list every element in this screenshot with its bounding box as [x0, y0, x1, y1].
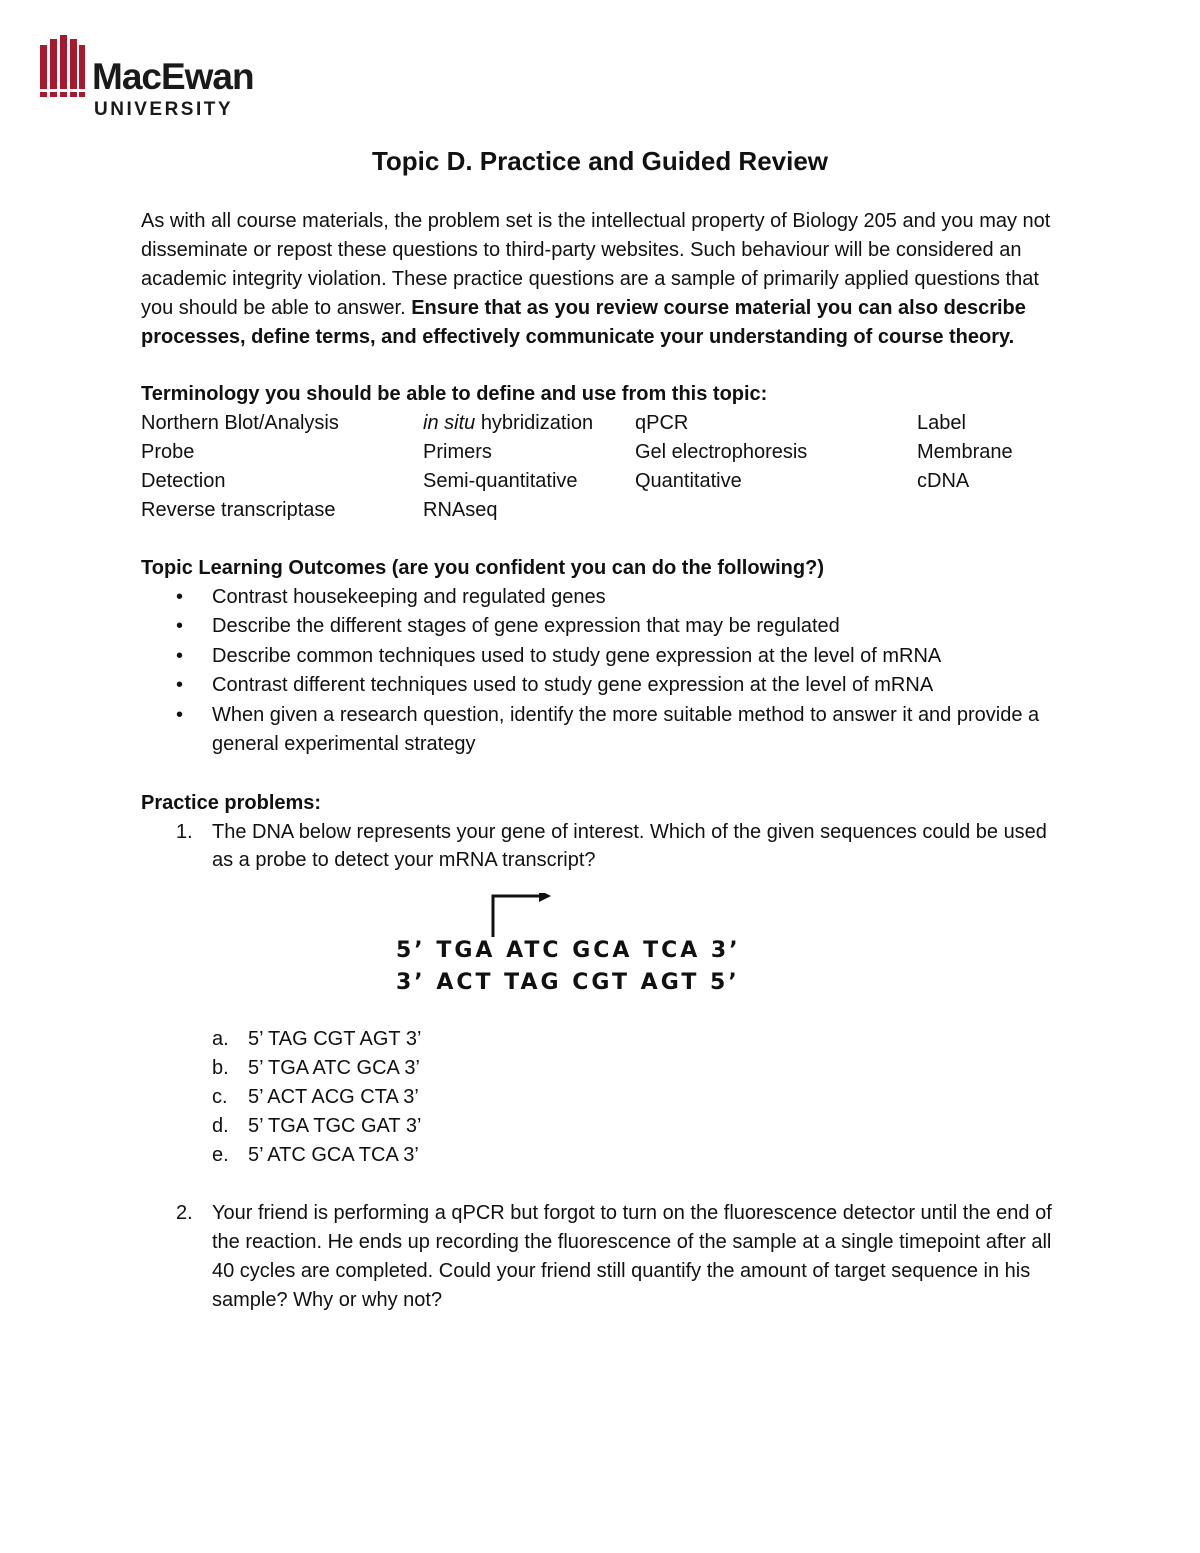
dna-top-strand: 5’ TGA ATC GCA TCA 3’ [396, 938, 741, 964]
term-italic-prefix: in situ [423, 412, 476, 435]
practice-heading: Practice problems: [141, 791, 322, 814]
outcomes-list [141, 583, 1071, 760]
term: Northern Blot/Analysis [141, 412, 339, 435]
terminology-heading: Terminology you should be able to define and use from this topic: [141, 383, 768, 406]
list-item: • Describe common techniques used to study gene expression at the level of mRNA [141, 642, 1071, 672]
term: Label [917, 412, 966, 435]
term: cDNA [917, 470, 970, 493]
answer-option: a. 5’ TAG CGT AGT 3’ [141, 1025, 1071, 1054]
dna-figure [141, 875, 1071, 1025]
term: Gel electrophoresis [635, 441, 808, 464]
intro-bold-text: Ensure that as you review course material you can also describe processes, define terms, and effectively communicate your understanding of course theory. [141, 296, 1026, 348]
practice-list-continued [141, 1199, 1071, 1315]
question-text: The DNA below represents your gene of interest. Which of the given sequences could be used as a probe to detect your mRNA transcript? [212, 820, 1047, 872]
option-letter: a. [212, 1028, 229, 1051]
dna-bottom-strand: 3’ ACT TAG CGT AGT 5’ [396, 970, 740, 996]
answer-option: e. 5’ ATC GCA TCA 3’ [141, 1141, 1071, 1170]
page-title: Topic D. Practice and Guided Review [371, 146, 829, 176]
list-item: • Describe the different stages of gene expression that may be regulated [141, 612, 1071, 642]
answer-option: b. 5’ TGA ATC GCA 3’ [141, 1054, 1071, 1083]
macewan-logo-mark-icon [38, 33, 86, 103]
term: qPCR [635, 412, 689, 435]
option-letter: d. [212, 1115, 229, 1138]
term: in situ hybridization [423, 412, 594, 435]
question-number: 2. [176, 1201, 193, 1224]
option-letter: c. [212, 1086, 228, 1109]
term: Primers [423, 441, 492, 464]
question-2 [141, 1199, 1071, 1315]
term: RNAseq [423, 499, 498, 522]
term: Reverse transcriptase [141, 499, 336, 522]
term: Detection [141, 470, 226, 493]
bullet-icon: • [176, 615, 184, 638]
bullet-icon: • [176, 585, 184, 608]
logo-subtitle: UNIVERSITY [94, 99, 234, 120]
term: Membrane [917, 441, 1013, 464]
term: Quantitative [635, 470, 742, 493]
answer-option: c. 5’ ACT ACG CTA 3’ [141, 1083, 1071, 1112]
logo-name: MacEwan [92, 56, 254, 97]
term: Probe [141, 441, 195, 464]
document-body [141, 207, 1071, 1314]
terminology-grid [141, 409, 1071, 525]
practice-list [141, 818, 1071, 876]
term [917, 496, 1071, 525]
option-letter: b. [212, 1057, 229, 1080]
transcription-start-arrow-icon [491, 893, 553, 937]
list-item: • When given a research question, identify the more suitable method to answer it and provide a general experimental strategy [141, 701, 1071, 760]
question-1 [141, 818, 1071, 876]
term [635, 496, 917, 525]
bullet-icon: • [176, 644, 184, 667]
intro-paragraph [141, 207, 1071, 352]
bullet-icon: • [176, 703, 184, 726]
macewan-logo [38, 33, 278, 123]
outcomes-heading: Topic Learning Outcomes (are you confident you can do the following?) [141, 556, 824, 579]
question-number: 1. [176, 820, 193, 843]
list-item: • Contrast housekeeping and regulated genes [141, 583, 1071, 613]
answer-options [141, 1025, 1071, 1170]
answer-option: d. 5’ TGA TGC GAT 3’ [141, 1112, 1071, 1141]
term: Semi-quantitative [423, 470, 578, 493]
question-text: Your friend is performing a qPCR but forgot to turn on the fluorescence detector until the end of the reaction. He ends up recording the fluorescence of the sample at a single timepoint after all 40 cycles are completed. Could your friend still quantify the amount of target sequence in his sample? Why or why not? [212, 1201, 1052, 1311]
bullet-icon: • [176, 674, 184, 697]
intro-text: As with all course materials, the problem set is the intellectual property of Biology 205 and you may not disseminate or repost these questions to third-party websites. Such behaviour will be considered an academic integrity violation. These practice questions are a sample of primarily applied questions that you should be able to answer. [141, 210, 1051, 319]
option-letter: e. [212, 1143, 229, 1166]
list-item: • Contrast different techniques used to study gene expression at the level of mRNA [141, 671, 1071, 701]
